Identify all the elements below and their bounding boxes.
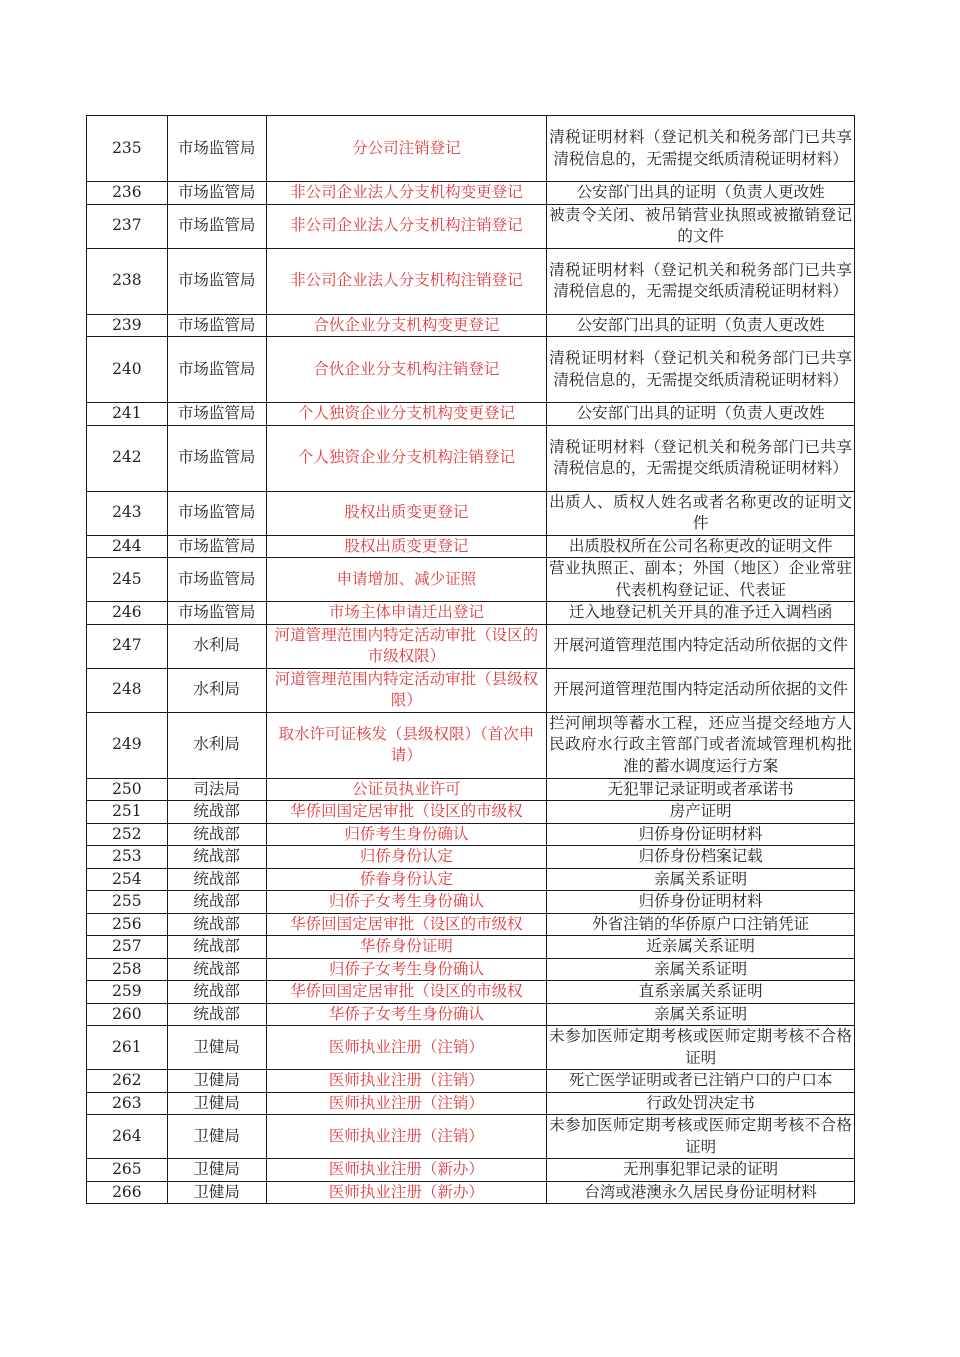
service-item-cell: 河道管理范围内特定活动审批（设区的市级权限） [266, 624, 547, 668]
table-row [87, 602, 855, 625]
table-row [87, 981, 855, 1004]
department-cell: 统战部 [167, 981, 266, 1004]
row-number: 235 [87, 116, 168, 182]
table-row [87, 936, 855, 959]
table-row [87, 116, 855, 182]
service-item-cell: 华侨回国定居审批（设区的市级权 [266, 981, 547, 1004]
table-row [87, 1070, 855, 1093]
service-item-cell: 非公司企业法人分支机构注销登记 [266, 204, 547, 248]
row-number: 264 [87, 1115, 168, 1159]
row-number: 242 [87, 425, 168, 491]
material-cell: 清税证明材料（登记机关和税务部门已共享清税信息的，无需提交纸质清税证明材料） [547, 248, 855, 314]
table-row [87, 248, 855, 314]
material-cell: 行政处罚决定书 [547, 1092, 855, 1115]
service-item-cell: 申请增加、减少证照 [266, 558, 547, 602]
table-body [87, 116, 855, 1204]
service-item-cell: 医师执业注册（新办） [266, 1159, 547, 1182]
material-cell: 清税证明材料（登记机关和税务部门已共享清税信息的，无需提交纸质清税证明材料） [547, 337, 855, 403]
service-item-cell: 河道管理范围内特定活动审批（县级权限） [266, 668, 547, 712]
row-number: 237 [87, 204, 168, 248]
table-row [87, 337, 855, 403]
table-row [87, 182, 855, 205]
service-item-cell: 华侨子女考生身份确认 [266, 1003, 547, 1026]
department-cell: 市场监管局 [167, 116, 266, 182]
row-number: 236 [87, 182, 168, 205]
table-row [87, 1115, 855, 1159]
table-row [87, 1026, 855, 1070]
row-number: 253 [87, 846, 168, 869]
material-cell: 归侨身份档案记载 [547, 846, 855, 869]
service-item-cell: 归侨子女考生身份确认 [266, 891, 547, 914]
department-cell: 统战部 [167, 913, 266, 936]
material-cell: 拦河闸坝等蓄水工程，还应当提交经地方人民政府水行政主管部门或者流域管理机构批准的蓄水调度运行方案 [547, 712, 855, 778]
department-cell: 统战部 [167, 846, 266, 869]
department-cell: 市场监管局 [167, 558, 266, 602]
row-number: 239 [87, 314, 168, 337]
table-row [87, 778, 855, 801]
material-cell: 未参加医师定期考核或医师定期考核不合格证明 [547, 1026, 855, 1070]
material-cell: 房产证明 [547, 801, 855, 824]
table-row [87, 913, 855, 936]
row-number: 265 [87, 1159, 168, 1182]
table-row [87, 425, 855, 491]
row-number: 261 [87, 1026, 168, 1070]
department-cell: 市场监管局 [167, 337, 266, 403]
service-item-cell: 华侨身份证明 [266, 936, 547, 959]
table-row [87, 558, 855, 602]
department-cell: 水利局 [167, 668, 266, 712]
department-cell: 水利局 [167, 712, 266, 778]
department-cell: 卫健局 [167, 1115, 266, 1159]
table-row [87, 535, 855, 558]
table-row [87, 801, 855, 824]
material-cell: 清税证明材料（登记机关和税务部门已共享清税信息的，无需提交纸质清税证明材料） [547, 425, 855, 491]
service-item-cell: 非公司企业法人分支机构注销登记 [266, 248, 547, 314]
row-number: 247 [87, 624, 168, 668]
material-cell: 直系亲属关系证明 [547, 981, 855, 1004]
material-cell: 无犯罪记录证明或者承诺书 [547, 778, 855, 801]
table-row [87, 204, 855, 248]
material-cell: 被责令关闭、被吊销营业执照或被撤销登记的文件 [547, 204, 855, 248]
material-cell: 近亲属关系证明 [547, 936, 855, 959]
row-number: 240 [87, 337, 168, 403]
row-number: 246 [87, 602, 168, 625]
row-number: 256 [87, 913, 168, 936]
department-cell: 市场监管局 [167, 403, 266, 426]
department-cell: 市场监管局 [167, 204, 266, 248]
material-cell: 公安部门出具的证明（负责人更改姓 [547, 182, 855, 205]
row-number: 238 [87, 248, 168, 314]
department-cell: 卫健局 [167, 1092, 266, 1115]
material-cell: 清税证明材料（登记机关和税务部门已共享清税信息的，无需提交纸质清税证明材料） [547, 116, 855, 182]
table-row [87, 1003, 855, 1026]
row-number: 258 [87, 958, 168, 981]
service-item-cell: 归侨身份认定 [266, 846, 547, 869]
row-number: 259 [87, 981, 168, 1004]
row-number: 243 [87, 491, 168, 535]
service-item-cell: 股权出质变更登记 [266, 535, 547, 558]
row-number: 260 [87, 1003, 168, 1026]
material-cell: 归侨身份证明材料 [547, 823, 855, 846]
table-row [87, 712, 855, 778]
service-item-cell: 股权出质变更登记 [266, 491, 547, 535]
row-number: 241 [87, 403, 168, 426]
material-cell: 台湾或港澳永久居民身份证明材料 [547, 1181, 855, 1204]
service-item-cell: 医师执业注册（注销） [266, 1026, 547, 1070]
service-item-cell: 侨眷身份认定 [266, 868, 547, 891]
department-cell: 市场监管局 [167, 425, 266, 491]
department-cell: 市场监管局 [167, 491, 266, 535]
table-row [87, 846, 855, 869]
department-cell: 卫健局 [167, 1181, 266, 1204]
service-item-cell: 华侨回国定居审批（设区的市级权 [266, 913, 547, 936]
material-cell: 公安部门出具的证明（负责人更改姓 [547, 403, 855, 426]
table-row [87, 624, 855, 668]
material-cell: 亲属关系证明 [547, 1003, 855, 1026]
materials-table [86, 115, 855, 1204]
service-item-cell: 归侨子女考生身份确认 [266, 958, 547, 981]
row-number: 245 [87, 558, 168, 602]
material-cell: 无刑事犯罪记录的证明 [547, 1159, 855, 1182]
material-cell: 营业执照正、副本；外国（地区）企业常驻代表机构登记证、代表证 [547, 558, 855, 602]
material-cell: 迁入地登记机关开具的准予迁入调档函 [547, 602, 855, 625]
row-number: 263 [87, 1092, 168, 1115]
department-cell: 市场监管局 [167, 182, 266, 205]
department-cell: 统战部 [167, 868, 266, 891]
row-number: 251 [87, 801, 168, 824]
table-row [87, 958, 855, 981]
row-number: 266 [87, 1181, 168, 1204]
row-number: 257 [87, 936, 168, 959]
department-cell: 统战部 [167, 936, 266, 959]
service-item-cell: 医师执业注册（新办） [266, 1181, 547, 1204]
row-number: 255 [87, 891, 168, 914]
row-number: 250 [87, 778, 168, 801]
department-cell: 统战部 [167, 823, 266, 846]
row-number: 244 [87, 535, 168, 558]
table-row [87, 823, 855, 846]
service-item-cell: 非公司企业法人分支机构变更登记 [266, 182, 547, 205]
service-item-cell: 医师执业注册（注销） [266, 1092, 547, 1115]
department-cell: 市场监管局 [167, 602, 266, 625]
row-number: 262 [87, 1070, 168, 1093]
department-cell: 卫健局 [167, 1070, 266, 1093]
service-item-cell: 个人独资企业分支机构变更登记 [266, 403, 547, 426]
table-row [87, 1092, 855, 1115]
table-row [87, 491, 855, 535]
material-cell: 出质人、质权人姓名或者名称更改的证明文件 [547, 491, 855, 535]
table-row [87, 891, 855, 914]
department-cell: 卫健局 [167, 1026, 266, 1070]
service-item-cell: 公证员执业许可 [266, 778, 547, 801]
material-cell: 外省注销的华侨原户口注销凭证 [547, 913, 855, 936]
department-cell: 统战部 [167, 891, 266, 914]
department-cell: 卫健局 [167, 1159, 266, 1182]
material-cell: 亲属关系证明 [547, 868, 855, 891]
material-cell: 开展河道管理范围内特定活动所依据的文件 [547, 668, 855, 712]
material-cell: 死亡医学证明或者已注销户口的户口本 [547, 1070, 855, 1093]
table-row [87, 1181, 855, 1204]
service-item-cell: 合伙企业分支机构变更登记 [266, 314, 547, 337]
service-item-cell: 医师执业注册（注销） [266, 1070, 547, 1093]
material-cell: 亲属关系证明 [547, 958, 855, 981]
service-item-cell: 市场主体申请迁出登记 [266, 602, 547, 625]
service-item-cell: 归侨考生身份确认 [266, 823, 547, 846]
service-item-cell: 医师执业注册（注销） [266, 1115, 547, 1159]
department-cell: 市场监管局 [167, 535, 266, 558]
department-cell: 统战部 [167, 801, 266, 824]
row-number: 252 [87, 823, 168, 846]
material-cell: 归侨身份证明材料 [547, 891, 855, 914]
material-cell: 未参加医师定期考核或医师定期考核不合格证明 [547, 1115, 855, 1159]
service-item-cell: 分公司注销登记 [266, 116, 547, 182]
material-cell: 公安部门出具的证明（负责人更改姓 [547, 314, 855, 337]
row-number: 249 [87, 712, 168, 778]
table-row [87, 314, 855, 337]
department-cell: 统战部 [167, 958, 266, 981]
department-cell: 市场监管局 [167, 314, 266, 337]
table-row [87, 1159, 855, 1182]
material-cell: 出质股权所在公司名称更改的证明文件 [547, 535, 855, 558]
service-item-cell: 合伙企业分支机构注销登记 [266, 337, 547, 403]
table-row [87, 668, 855, 712]
material-cell: 开展河道管理范围内特定活动所依据的文件 [547, 624, 855, 668]
department-cell: 司法局 [167, 778, 266, 801]
row-number: 254 [87, 868, 168, 891]
row-number: 248 [87, 668, 168, 712]
service-item-cell: 华侨回国定居审批（设区的市级权 [266, 801, 547, 824]
service-item-cell: 取水许可证核发（县级权限）（首次申请） [266, 712, 547, 778]
department-cell: 市场监管局 [167, 248, 266, 314]
department-cell: 统战部 [167, 1003, 266, 1026]
table-row [87, 403, 855, 426]
department-cell: 水利局 [167, 624, 266, 668]
service-item-cell: 个人独资企业分支机构注销登记 [266, 425, 547, 491]
table-row [87, 868, 855, 891]
